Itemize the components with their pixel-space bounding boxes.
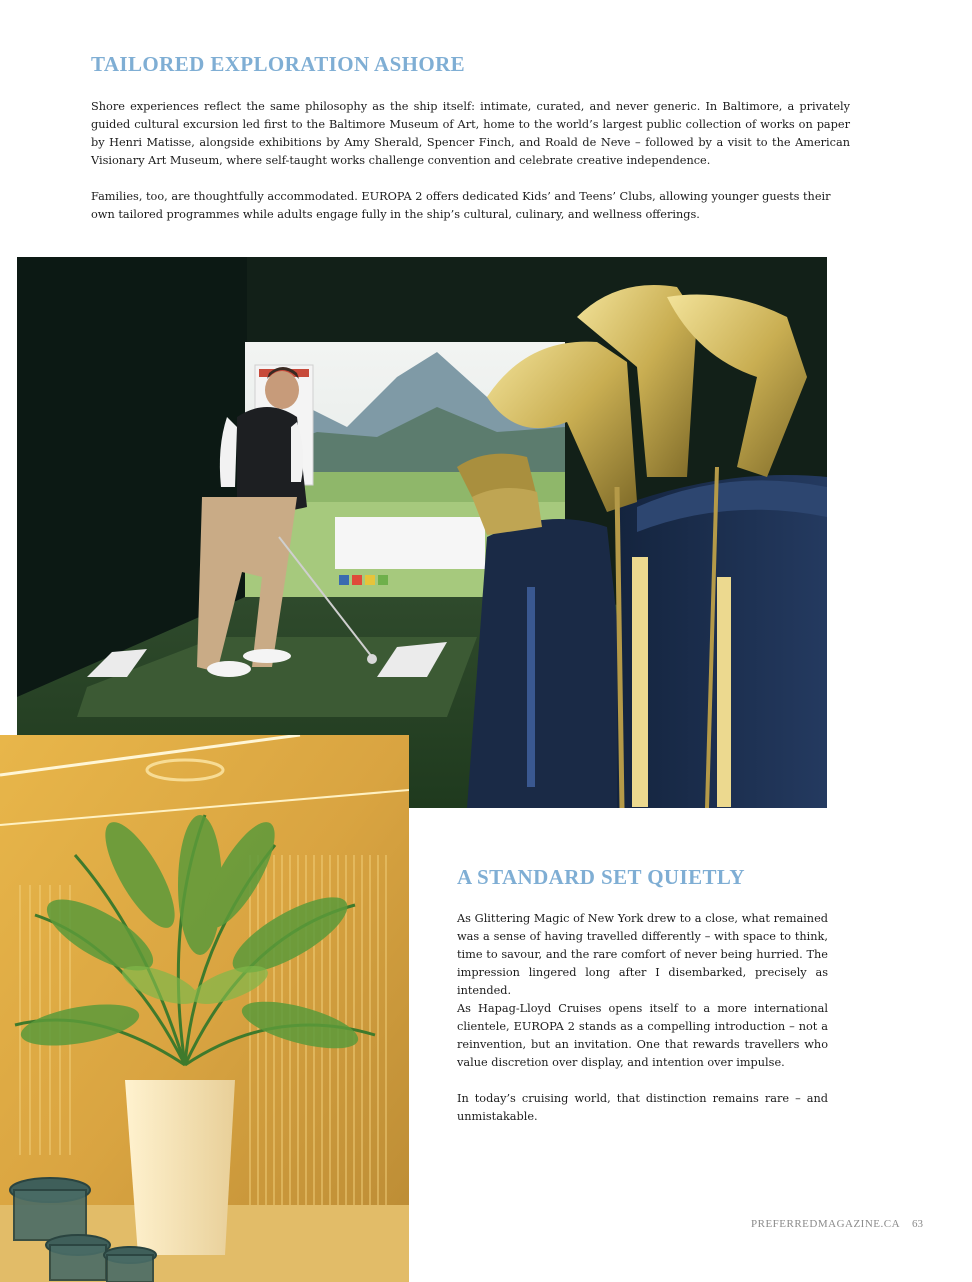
body-paragraph: Families, too, are thoughtfully accommodated. EUROPA 2 offers dedicated Kids’ and Teens’ Clubs, allowing younger guests their own tailored programmes while adults engage fully in the ship’s cultural, culinary, and wellness offerings. — [91, 190, 831, 221]
section-heading-tailored-exploration: TAILORED EXPLORATION ASHORE — [91, 52, 466, 76]
footer-site-name: PREFERREDMAGAZINE.CA — [751, 1218, 901, 1230]
body-paragraph: Shore experiences reflect the same philosophy as the ship itself: intimate, curated, and never generic. In Baltimore, a privately guided cultural excursion led first to the Baltimore Museum of Art, home to the world’s largest public collection of works on paper by Henri Matisse, alongside exhibitions by Amy Sherald, Spencer Finch, and Roald de Neve – followed by a visit to the American Visionary Art Museum, where self-taught works challenge convention and celebrate creative independence. — [91, 100, 850, 167]
section-heading-standard-set-quietly: A STANDARD SET QUIETLY — [457, 865, 745, 889]
page-number: 63 — [912, 1218, 923, 1230]
body-paragraph: As Hapag-Lloyd Cruises opens itself to a more international clientele, EUROPA 2 stands as a compelling introduction – not a reinvention, but an invitation. One that rewards travellers who value discretion over display, and intention over impulse. — [457, 1002, 828, 1069]
body-paragraph: In today’s cruising world, that distinction remains rare – and unmistakable. — [457, 1092, 828, 1123]
golf-simulator-photo — [17, 257, 827, 808]
palm-lounge-photo — [0, 735, 409, 1282]
body-paragraph: As Glittering Magic of New York drew to a close, what remained was a sense of having travelled differently – with space to think, time to savour, and the rare comfort of never being hurried. The impression lingered long after I disembarked, precisely as intended. — [457, 912, 828, 997]
